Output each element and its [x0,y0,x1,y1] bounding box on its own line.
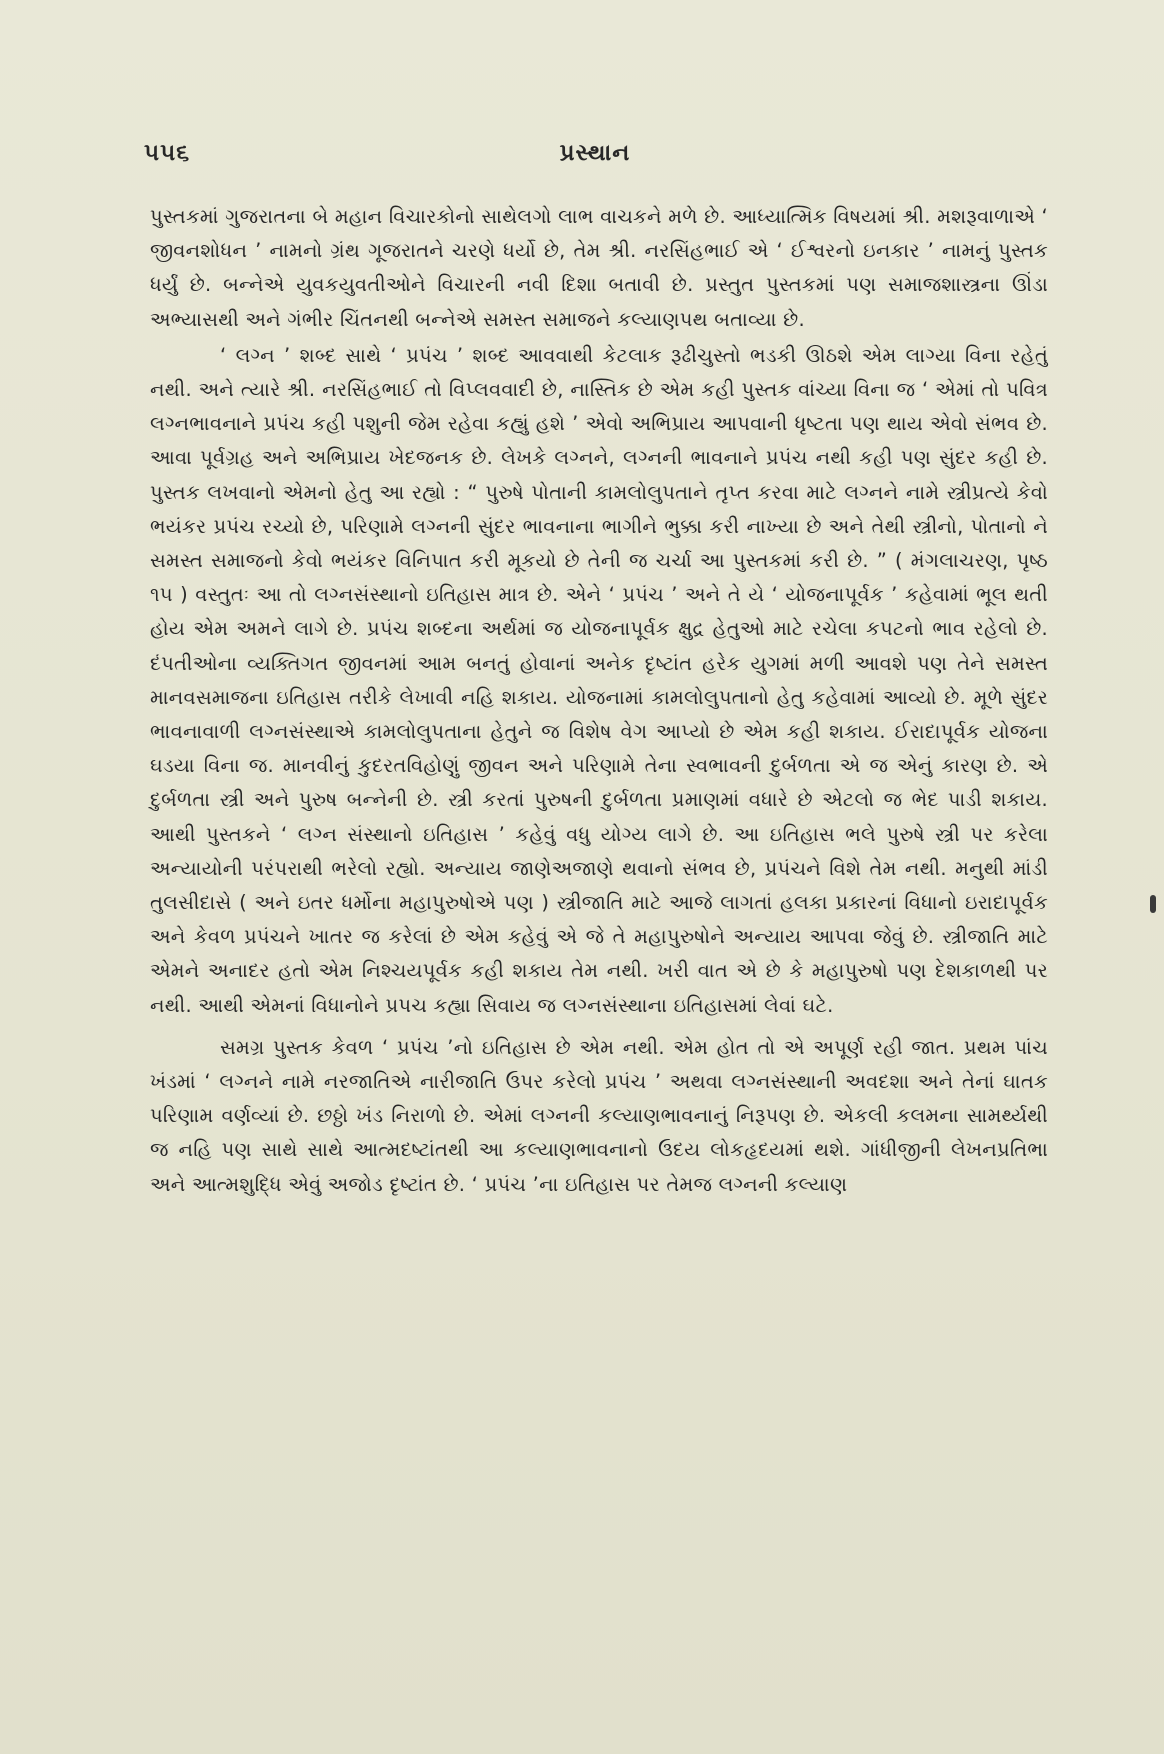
body-text [150,200,1048,1202]
paragraph: ‘ લગ્ન ’ શબ્દ સાથે ‘ પ્રપંચ ’ શબ્દ આવવાથી કેટલાક રૂઢીચુસ્તો ભડકી ઊઠશે એમ લાગ્યા વિના રહેતું નથી. અને ત્યારે શ્રી. નરસિંહભાઈ તો વિપ્લવવાદી છે, નાસ્તિક છે એમ કહી પુસ્તક વાંચ્યા વિના જ ‘ એમાં તો પવિત્ર લગ્નભાવનાને પ્રપંચ કહી પશુની જેમ રહેવા કહ્યું હશે ’ એવો અભિપ્રાય આપવાની ધૃષ્ટતા પણ થાય એવો સંભવ છે. આવા પૂર્વગ્રહ અને અભિપ્રાય ખેદજનક છે. લેખકે લગ્નને, લગ્નની ભાવનાને પ્રપંચ નથી કહી પણ સુંદર કહી છે. પુસ્તક લખવાનો એમનો હેતુ આ રહ્યો : “ પુરુષે પોતાની કામલોલુપતાને તૃપ્ત કરવા માટે લગ્નને નામે સ્ત્રીપ્રત્યે કેવો ભયંકર પ્રપંચ રચ્યો છે, પરિણામે લગ્નની સુંદર ભાવનાના ભાગીને ભુક્કા કરી નાખ્યા છે અને તેથી સ્ત્રીનો, પોતાનો ને સમસ્ત સમાજનો કેવો ભયંકર વિનિપાત કરી મૂકયો છે તેની જ ચર્ચા આ પુસ્તકમાં કરી છે. ” ( મંગલાચરણ, પૃષ્ઠ ૧૫ ) વસ્તુતઃ આ તો લગ્નસંસ્થાનો ઇતિહાસ માત્ર છે. એને ‘ પ્રપંચ ’ અને તે યે ‘ યોજનાપૂર્વક ’ કહેવામાં ભૂલ થતી હોય એમ અમને લાગે છે. પ્રપંચ શબ્દના અર્થમાં જ યોજનાપૂર્વક ક્ષુદ્ર હેતુઓ માટે રચેલા કપટનો ભાવ રહેલો છે. દંપતીઓના વ્યક્તિગત જીવનમાં આમ બનતું હોવાનાં અનેક દૃષ્ટાંત હરેક યુગમાં મળી આવશે પણ તેને સમસ્ત માનવસમાજના ઇતિહાસ તરીકે લેખાવી નહિ શકાય. યોજનામાં કામલોલુપતાનો હેતુ કહેવામાં આવ્યો છે. મૂળે સુંદર ભાવનાવાળી લગ્નસંસ્થાએ કામલોલુપતાના હેતુને જ વિશેષ વેગ આપ્યો છે એમ કહી શકાય. ઈરાદાપૂર્વક યોજના ઘડયા વિના જ. માનવીનું કુદરતવિહોણું જીવન અને પરિણામે તેના સ્વભાવની દુર્બળતા એ જ એનું કારણ છે. એ દુર્બળતા સ્ત્રી અને પુરુષ બન્નેની છે. સ્ત્રી કરતાં પુરુષની દુર્બળતા પ્રમાણમાં વધારે છે એટલો જ ભેદ પાડી શકાય. આથી પુસ્તકને ‘ લગ્ન સંસ્થાનો ઇતિહાસ ’ કહેવું વધુ યોગ્ય લાગે છે. આ ઇતિહાસ ભલે પુરુષે સ્ત્રી પર કરેલા અન્યાયોની પરંપરાથી ભરેલો રહ્યો. અન્યાય જાણેઅજાણે થવાનો સંભવ છે, પ્રપંચને વિશે તેમ નથી. મનુથી માંડી તુલસીદાસે ( અને ઇતર ધર્મોના મહાપુરુષોએ પણ ) સ્ત્રીજાતિ માટે આજે લાગતાં હલકા પ્રકારનાં વિધાનો ઇરાદાપૂર્વક અને કેવળ પ્રપંચને ખાતર જ કરેલાં છે એમ કહેવું એ જે તે મહાપુરુષોને અન્યાય આપવા જેવું છે. સ્ત્રીજાતિ માટે એમને અનાદર હતો એમ નિશ્ચયપૂર્વક કહી શકાય તેમ નથી. ખરી વાત એ છે કે મહાપુરુષો પણ દેશકાળથી પર નથી. આથી એમનાં વિધાનોને પ્રપચ કહ્યા સિવાય જ લગ્નસંસ્થાના ઇતિહાસમાં લેવાં ઘટે. [150,343,1048,1017]
page-number: ૫૫૬ [144,140,191,166]
margin-ink-mark [1150,895,1156,913]
page-header [140,140,1050,180]
paragraph: પુસ્તકમાં ગુજરાતના બે મહાન વિચારકોનો સાથેલગો લાભ વાચકને મળે છે. આધ્યાત્મિક વિષયમાં શ્રી. મશરૂવાળાએ ‘ જીવનશોધન ’ નામનો ગ્રંથ ગૂજરાતને ચરણે ધર્યો છે, તેમ શ્રી. નરસિંહભાઈ એ ‘ ઈશ્વરનો ઇનકાર ’ નામનું પુસ્તક ધર્યું છે. બન્નેએ યુવકયુવતીઓને વિચારની નવી દિશા બતાવી છે. પ્રસ્તુત પુસ્તકમાં પણ સમાજશાસ્ત્રના ઊંડા અભ્યાસથી અને ગંભીર ચિંતનથી બન્નેએ સમસ્ત સમાજને કલ્યાણપથ બતાવ્યા છે. [150,205,1048,331]
paragraph: સમગ્ર પુસ્તક કેવળ ‘ પ્રપંચ ’નો ઇતિહાસ છે એમ નથી. એમ હોત તો એ અપૂર્ણ રહી જાત. પ્રથમ પાંચ ખંડમાં ‘ લગ્નને નામે નરજાતિએ નારીજાતિ ઉપર કરેલો પ્રપંચ ’ અથવા લગ્નસંસ્થાની અવદશા અને તેનાં ઘાતક પરિણામ વર્ણવ્યાં છે. છઠ્ઠો ખંડ નિરાળો છે. એમાં લગ્નની કલ્યાણભાવનાનું નિરૂપણ છે. એકલી કલમના સામર્થ્યથી જ નહિ પણ સાથે સાથે આત્મદષ્ટાંતથી આ કલ્યાણભાવનાનો ઉદય લોકહૃદયમાં થશે. ગાંધીજીની લેખનપ્રતિભા અને આત્મશુદ્ધિ એવું અજોડ દૃષ્ટાંત છે. ‘ પ્રપંચ ’ના ઇતિહાસ પર તેમજ લગ્નની કલ્યાણ [150,1035,1048,1196]
running-title: પ્રસ્થાન [559,140,631,166]
